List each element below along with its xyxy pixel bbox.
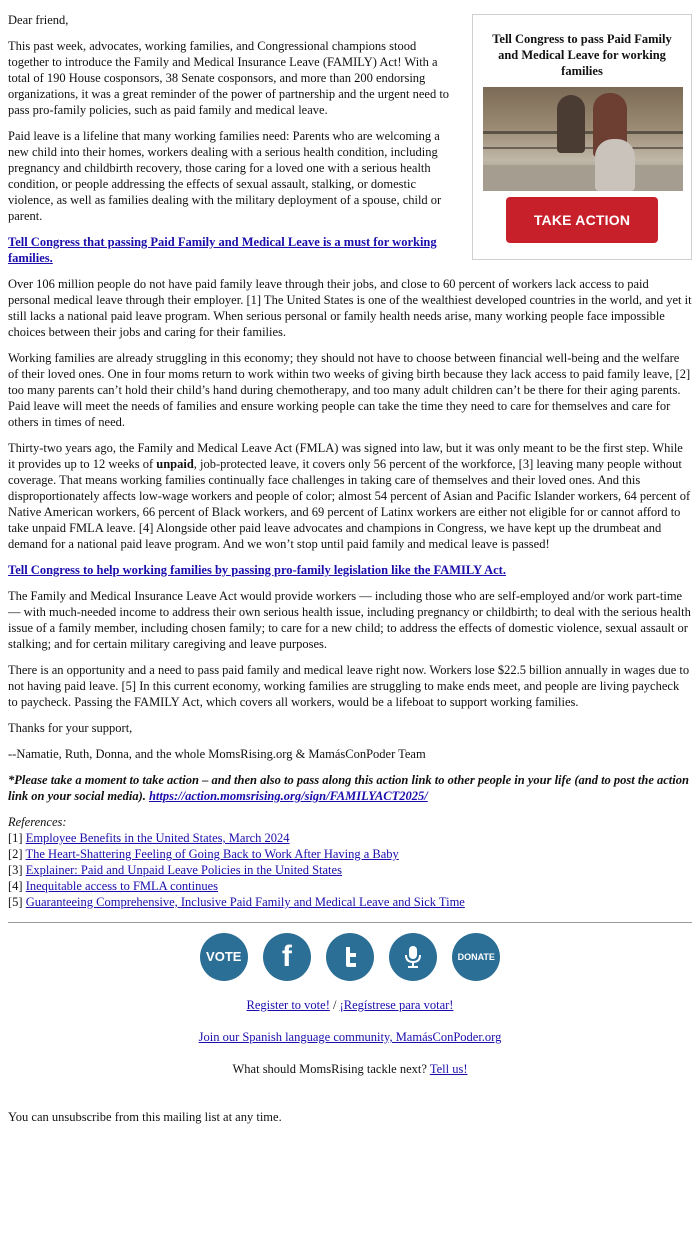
vote-icon[interactable]: VOTE — [200, 933, 248, 981]
tackle-line — [8, 1061, 692, 1077]
opportunity-paragraph: There is an opportunity and a need to pass paid family and medical leave right now. Workers lose $22.5 billion annually in wages due to not having paid leave. [5] In this current economy, working families are struggling to make ends meet, and people are living paycheck to paycheck. Passing the FAMILY Act, which covers all workers, would be a lifeboat to support working families. — [8, 663, 690, 709]
reference-link-5[interactable]: Guaranteeing Comprehensive, Inclusive Paid Family and Medical Leave and Sick Time — [25, 895, 465, 909]
twitter-icon[interactable] — [326, 933, 374, 981]
thanks-line: Thanks for your support, — [8, 721, 133, 735]
spanish-community-link[interactable]: Join our Spanish language community, MamásConPoder.org — [198, 1030, 502, 1044]
reference-number: [4] — [8, 879, 26, 893]
tell-congress-link-1[interactable]: Tell Congress that passing Paid Family and Medical Leave is a must for working families. — [8, 235, 437, 265]
reference-number: [3] — [8, 863, 26, 877]
fmla-paragraph — [8, 440, 692, 552]
lifeline-paragraph: Paid leave is a lifeline that many working families need: Parents who are welcoming a new child into their homes, workers dealing with a serious health condition, including pregnancy and childbirth recovery, those caring for a loved one with a serious health condition, or people addressing the effects of sexual assault, stalking, or domestic violence, as well as families dealing with the military deployment of a spouse, child or parent. — [8, 129, 442, 223]
reference-number: [1] — [8, 831, 26, 845]
register-to-vote-link[interactable]: Register to vote! — [246, 998, 330, 1012]
reference-link-4[interactable]: Inequitable access to FMLA continues — [25, 879, 219, 893]
family-photo — [483, 87, 683, 191]
reference-item — [8, 878, 692, 894]
fmla-text-end: , job-protected leave, it covers only 56 percent of the workforce, [3] leaving many people without coverage. That means working families continually face challenges in taking care of themselves and their loved ones. And this disproportionately affects low-wage workers and people of color; almost 54 percent of Asian and Pacific Islander workers, 64 percent of Native American workers, 66 percent of Black workers, and 69 percent of Latinx workers are either not eligible for or cannot afford to take unpaid FMLA leave. [4] Alongside other paid leave advocates and champions in Congress, we have kept up the drumbeat and demand for a national paid leave program. And we won’t stop until paid family and medical leave is passed! — [8, 457, 691, 551]
facebook-icon[interactable]: f — [263, 933, 311, 981]
reference-item — [8, 830, 692, 846]
unpaid-emphasis: unpaid — [156, 457, 194, 471]
share-note — [8, 772, 692, 804]
register-divider: / — [329, 998, 340, 1012]
tackle-question: What should MomsRising tackle next? — [232, 1062, 430, 1076]
statistics-paragraph: Over 106 million people do not have paid family leave through their jobs, and close to 60 percent of workers lack access to paid personal medical leave through their employer. [1] The United States is one of the wealthiest developed countries in the world, and yet it still lacks a national paid leave program. When serious personal or family health needs arise, many working people face impossible choices between their jobs and caring for their families. — [8, 277, 692, 339]
greeting: Dear friend, — [8, 13, 69, 27]
references — [8, 814, 692, 910]
sidebar-title: Tell Congress to pass Paid Family and Medical Leave for working families — [492, 32, 672, 78]
signoff-line: --Namatie, Ruth, Donna, and the whole MomsRising.org & MamásConPoder Team — [8, 747, 426, 761]
social-icons — [8, 933, 692, 985]
reference-item — [8, 862, 692, 878]
podcast-microphone-icon[interactable] — [389, 933, 437, 981]
photo-person-seated — [595, 139, 635, 191]
footer-divider — [8, 922, 692, 923]
reference-link-2[interactable]: The Heart-Shattering Feeling of Going Back to Work After Having a Baby — [25, 847, 399, 861]
reference-link-1[interactable]: Employee Benefits in the United States, March 2024 — [25, 831, 290, 845]
reference-number: [2] — [8, 847, 26, 861]
unsubscribe-text: You can unsubscribe from this mailing list at any time. — [8, 1110, 282, 1124]
share-action-link[interactable]: https://action.momsrising.org/sign/FAMILYACT2025/ — [148, 789, 428, 803]
tell-us-link[interactable]: Tell us! — [429, 1062, 468, 1076]
tell-congress-link-2[interactable]: Tell Congress to help working families by passing pro-family legislation like the FAMILY Act. — [8, 563, 506, 577]
intro-paragraph: This past week, advocates, working families, and Congressional champions stood together to introduce the Family and Medical Insurance Leave (FAMILY) Act! With a total of 190 House cosponsors, 38 Senate cosponsors, and more than 200 endorsing organizations, it was a great reminder of the power of partnership and the urgent need to pass pro-family policies, such as paid family and medical leave. — [8, 39, 450, 117]
photo-person-left — [557, 95, 585, 153]
email-body — [8, 12, 692, 1135]
reference-item — [8, 846, 692, 862]
reference-item — [8, 894, 692, 910]
reference-link-3[interactable]: Explainer: Paid and Unpaid Leave Policies in the United States — [25, 863, 342, 877]
share-note-text: *Please take a moment to take action – and then also to pass along this action link to other people in your life (and to post the action link on your social media). — [8, 773, 689, 803]
register-line — [8, 997, 692, 1013]
action-sidebar — [472, 14, 692, 260]
take-action-button[interactable]: TAKE ACTION — [506, 197, 658, 243]
donate-icon[interactable]: DONATE — [452, 933, 500, 981]
reference-number: [5] — [8, 895, 26, 909]
family-act-paragraph: The Family and Medical Insurance Leave Act would provide workers — including those who are self-employed and/or work part-time — with much-needed income to address their own serious health issue, including pregnancy or childbirth; to deal with the serious health issue of a family member, including chosen family; to care for a new child; to address the effects of domestic violence, sexual assault or stalking; and for certain military caregiving and leave purposes. — [8, 589, 691, 651]
photo-walkway — [483, 165, 683, 191]
references-title: References: — [8, 815, 67, 829]
register-spanish-link[interactable]: ¡Regístrese para votar! — [339, 998, 454, 1012]
struggling-paragraph: Working families are already struggling in this economy; they should not have to choose between financial well-being and the welfare of their loved ones. One in four moms return to work within two weeks of giving birth because they lack access to paid family leave, [2] too many parents can’t hold their child’s hand during chemotherapy, and too many adult children can’t be there for their aging parents. Paid leave will meet the needs of families and ensure working people can take the time they need to care for themselves and care for others in times of need. — [8, 351, 691, 429]
spanish-community-line — [8, 1029, 692, 1045]
fmla-text-start: Thirty-two years ago, the Family and Medical Leave Act (FMLA) was signed into law, but it was only meant to be the first step. While it provides up to 12 weeks of — [8, 441, 683, 471]
